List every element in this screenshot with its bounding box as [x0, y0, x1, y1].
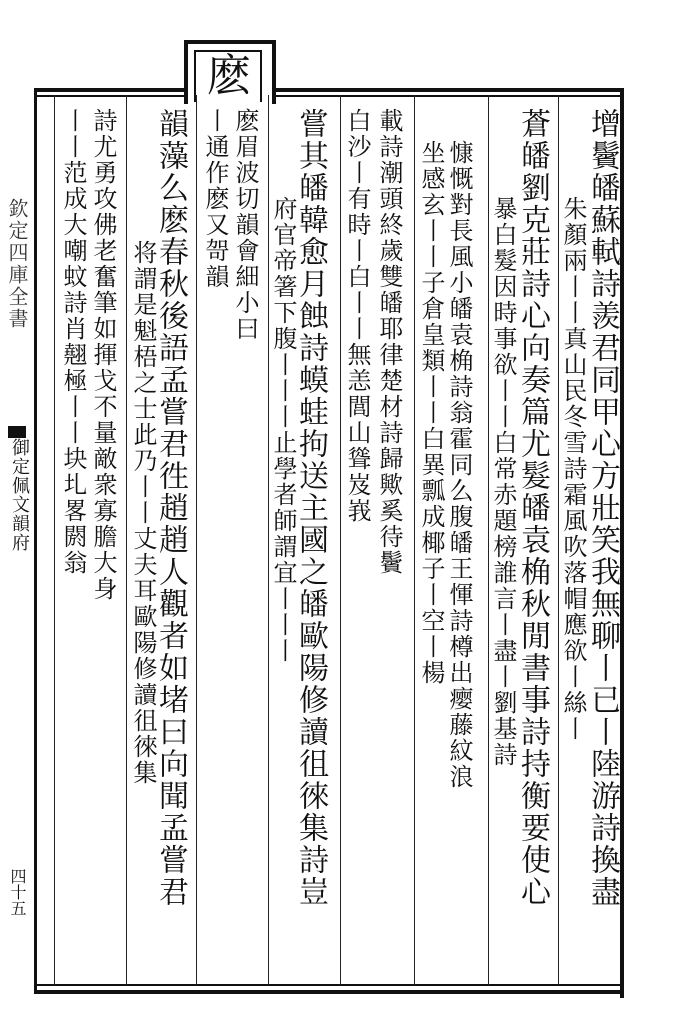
text-column-15: 詩尤勇攻佛老奮筆如揮戈不量敵衆寡膽大身: [89, 108, 117, 602]
column-divider: [126, 95, 127, 985]
text-column-16: 丨丨范成大嘲蚊詩肖翹極丨丨块圠畧閼翁: [59, 108, 87, 576]
text-column-3: 蒼皤劉克莊詩心向奏篇尤髮皤袁桷秋閒書事詩持衡要使心: [515, 108, 550, 908]
text-column-14: 将謂是魁梧之士此乃丨丨丈夫耳歐陽修讀徂徠集: [129, 240, 157, 786]
text-column-8: 白沙丨有時丨白丨丨無恙閭山聳岌峩: [343, 108, 371, 524]
column-divider: [54, 95, 55, 985]
frame-top-rule: [34, 88, 620, 92]
column-divider: [414, 95, 415, 985]
text-column-1: 增鬢皤蘇軾詩羨君同甲心方壯笑我無聊丨已丨陸游詩換盡: [585, 108, 620, 908]
margin-top-text: 欽定四庫全書: [5, 198, 29, 330]
header-character: 麽: [199, 52, 250, 96]
text-column-5: 慷慨對長風小皤袁桷詩翁霍同么腹皤王惲詩樽出瘿藤紋浪: [445, 140, 473, 790]
text-column-11: 麽眉波切韻會細小曰: [231, 108, 259, 342]
text-column-9: 嘗其皤韓愈月蝕詩蟆蛙拘送主國之皤歐陽修讀徂徠集詩豈: [293, 108, 328, 908]
frame-top-rule-inner: [34, 95, 620, 97]
text-column-4: 暴白髮因時事欲丨丨白常赤題榜誰言丨盡丨劉基詩: [489, 196, 517, 768]
margin-book-title: 御定佩文韻府: [9, 438, 30, 552]
frame-bottom-rule-inner: [34, 984, 624, 986]
text-column-6: 坐感玄丨丨子倉皇類丨丨白異瓢成椰子丨空丨楊: [417, 140, 445, 686]
left-margin-strip: [0, 88, 37, 994]
folio-number: 四十五: [8, 868, 27, 916]
text-column-10: 府官帝箸下腹丨丨丨止學者師謂宜丨丨丨: [269, 196, 297, 664]
margin-black-mark: [8, 426, 26, 438]
column-divider: [196, 95, 197, 985]
frame-bottom-rule: [34, 990, 624, 994]
column-divider: [340, 95, 341, 985]
text-column-2: 朱顏兩丨丨真山民冬雪詩霜風吹落帽應欲丨絲丨: [559, 196, 587, 742]
text-column-13: 韻藻么麽春秋後語孟嘗君徃趙趙人觀者如堵曰向聞孟嘗君: [153, 108, 188, 908]
text-column-12: 丨通作麽又哿韻: [201, 108, 229, 290]
text-column-7: 載詩潮頭終歲雙皤耶律楚材詩歸歟奚待鬢: [375, 108, 403, 576]
